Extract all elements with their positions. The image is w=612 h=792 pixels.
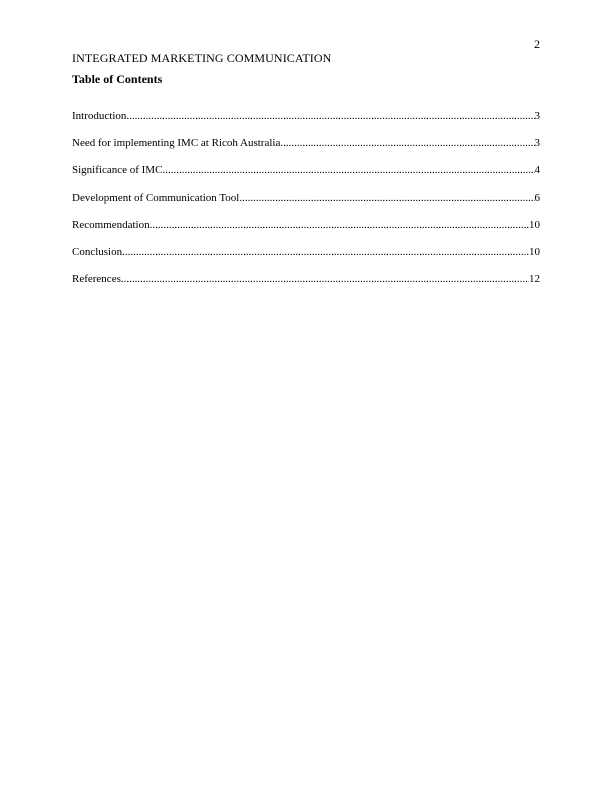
page-number: 2 <box>534 37 540 51</box>
toc-entry-page: 6 <box>534 191 540 204</box>
toc-dot-leader <box>162 164 534 177</box>
table-of-contents <box>72 110 540 300</box>
toc-dot-leader <box>239 192 534 205</box>
toc-entry-page: 10 <box>529 218 540 231</box>
toc-entry-need-for-imc[interactable] <box>72 137 540 164</box>
toc-dot-leader <box>280 137 534 150</box>
toc-title: Table of Contents <box>72 72 163 86</box>
toc-entry-label: Significance of IMC <box>72 164 163 177</box>
toc-entry-label: Need for implementing IMC at Ricoh Australia <box>72 137 281 150</box>
toc-entry-recommendation[interactable] <box>72 219 540 246</box>
toc-entry-significance-of-imc[interactable] <box>72 164 540 191</box>
toc-entry-page: 3 <box>534 110 540 122</box>
toc-entry-introduction[interactable] <box>72 110 540 137</box>
toc-entry-label: Development of Communication Tool <box>72 191 240 204</box>
toc-entry-page: 10 <box>529 245 540 258</box>
toc-entry-label: Conclusion <box>72 245 123 258</box>
toc-entry-conclusion[interactable] <box>72 246 540 273</box>
toc-entry-label: Introduction <box>72 110 127 122</box>
toc-entry-page: 3 <box>534 137 540 150</box>
toc-entry-label: References <box>72 273 121 286</box>
running-head: INTEGRATED MARKETING COMMUNICATION <box>72 51 332 65</box>
toc-dot-leader <box>121 273 529 286</box>
toc-entry-page: 4 <box>534 164 540 177</box>
toc-dot-leader <box>122 246 529 259</box>
toc-entry-label: Recommendation <box>72 218 150 231</box>
toc-dot-leader <box>126 110 534 123</box>
toc-entry-page: 12 <box>529 273 540 286</box>
toc-entry-references[interactable] <box>72 273 540 300</box>
toc-entry-communication-tool[interactable] <box>72 192 540 219</box>
toc-dot-leader <box>150 219 529 232</box>
